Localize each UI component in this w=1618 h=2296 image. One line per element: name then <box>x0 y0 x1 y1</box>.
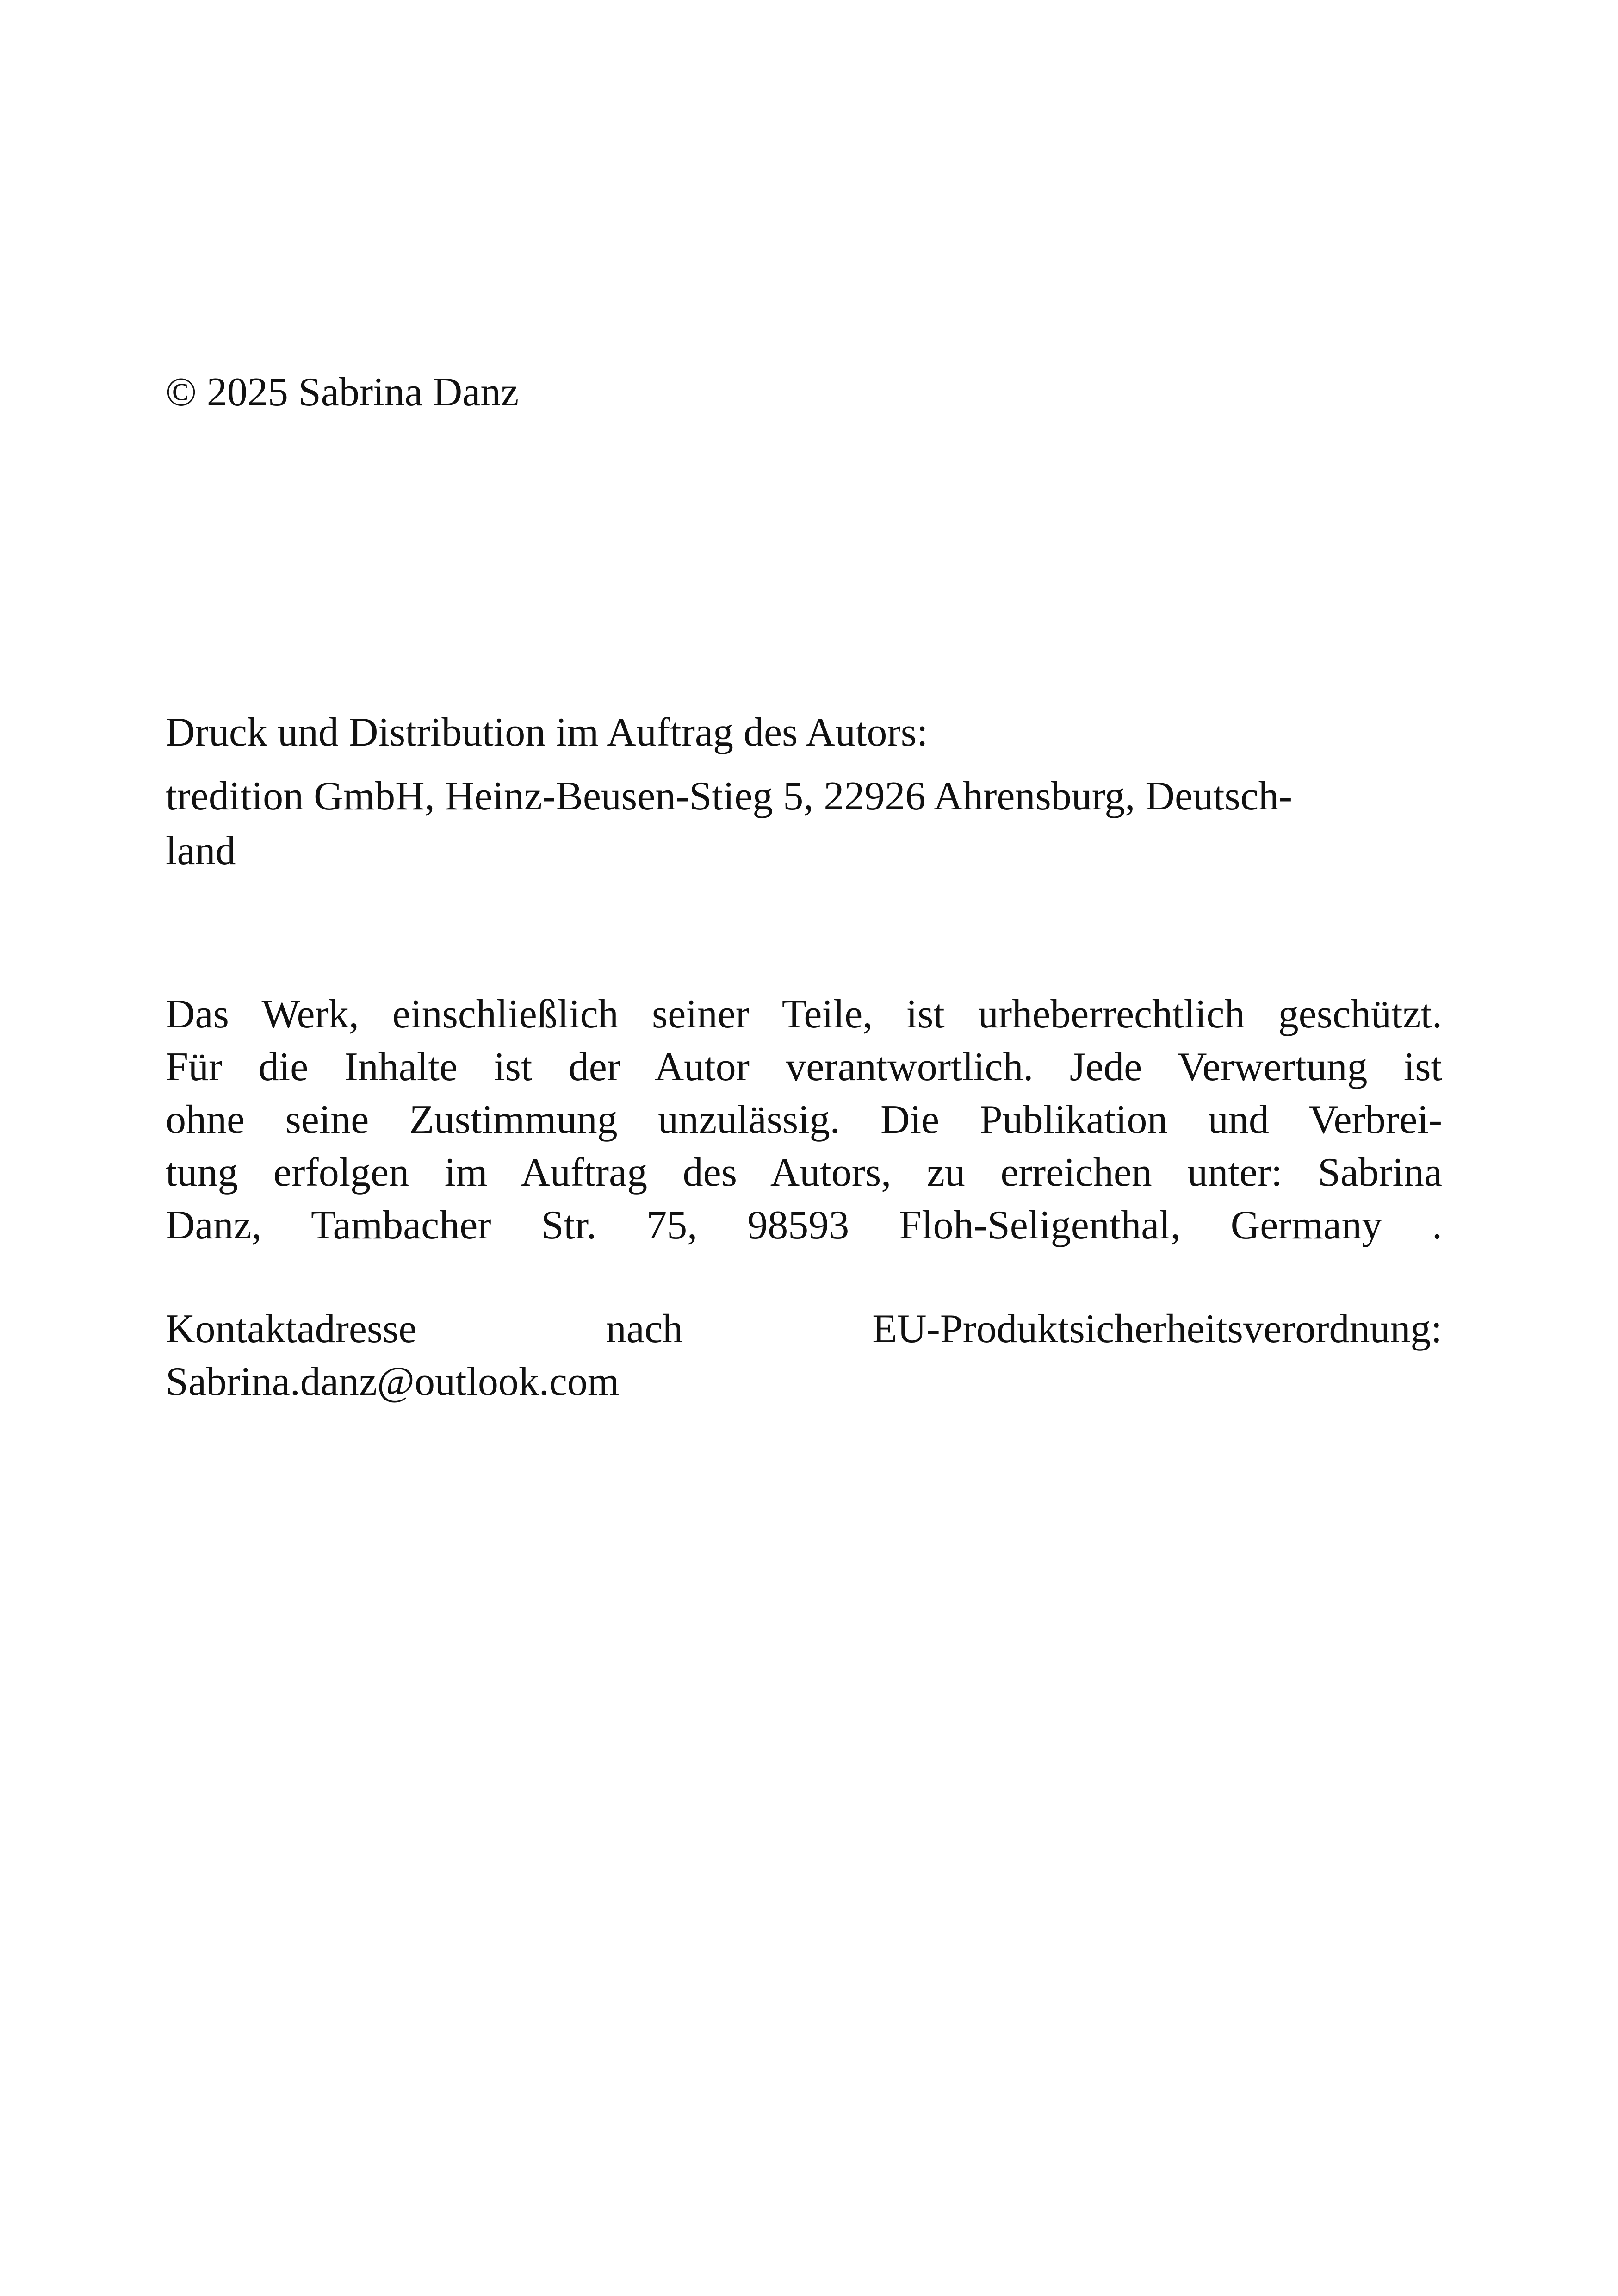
contact-label <box>166 1303 1442 1356</box>
legal-notice-line: Danz, Tambacher Str. 75, 98593 Floh-Seligenthal, Germany . <box>166 1203 1442 1248</box>
legal-notice-line: Das Werk, einschließlich seiner Teile, ist urheberrechtlich geschützt. <box>166 992 1442 1037</box>
publisher-address <box>166 769 1442 878</box>
contact-section <box>166 1303 1442 1408</box>
contact-email[interactable]: Sabrina.danz@outlook.com <box>166 1359 620 1404</box>
copyright-notice: © 2025 Sabrina Danz <box>166 370 519 415</box>
printing-section <box>166 706 1442 878</box>
legal-notice-line: tung erfolgen im Auftrag des Autors, zu erreichen unter: Sabrina <box>166 1150 1442 1195</box>
legal-notice-line: ohne seine Zustimmung unzulässig. Die Publikation und Verbrei- <box>166 1097 1442 1142</box>
publisher-address-line-1: tredition GmbH, Heinz-Beusen-Stieg 5, 22926 Ahrensburg, Deutsch- <box>166 774 1293 819</box>
contact-label-word: nach <box>606 1307 683 1351</box>
legal-notice <box>166 988 1442 1252</box>
legal-notice-line: Für die Inhalte ist der Autor verantwortlich. Jede Verwertung ist <box>166 1045 1442 1089</box>
contact-label-word: Kontaktadresse <box>166 1307 417 1351</box>
printing-label: Druck und Distribution im Auftrag des Autors: <box>166 710 928 755</box>
contact-label-word: EU-Produktsicherheitsverordnung: <box>872 1307 1442 1351</box>
publisher-address-line-2: land <box>166 828 236 873</box>
